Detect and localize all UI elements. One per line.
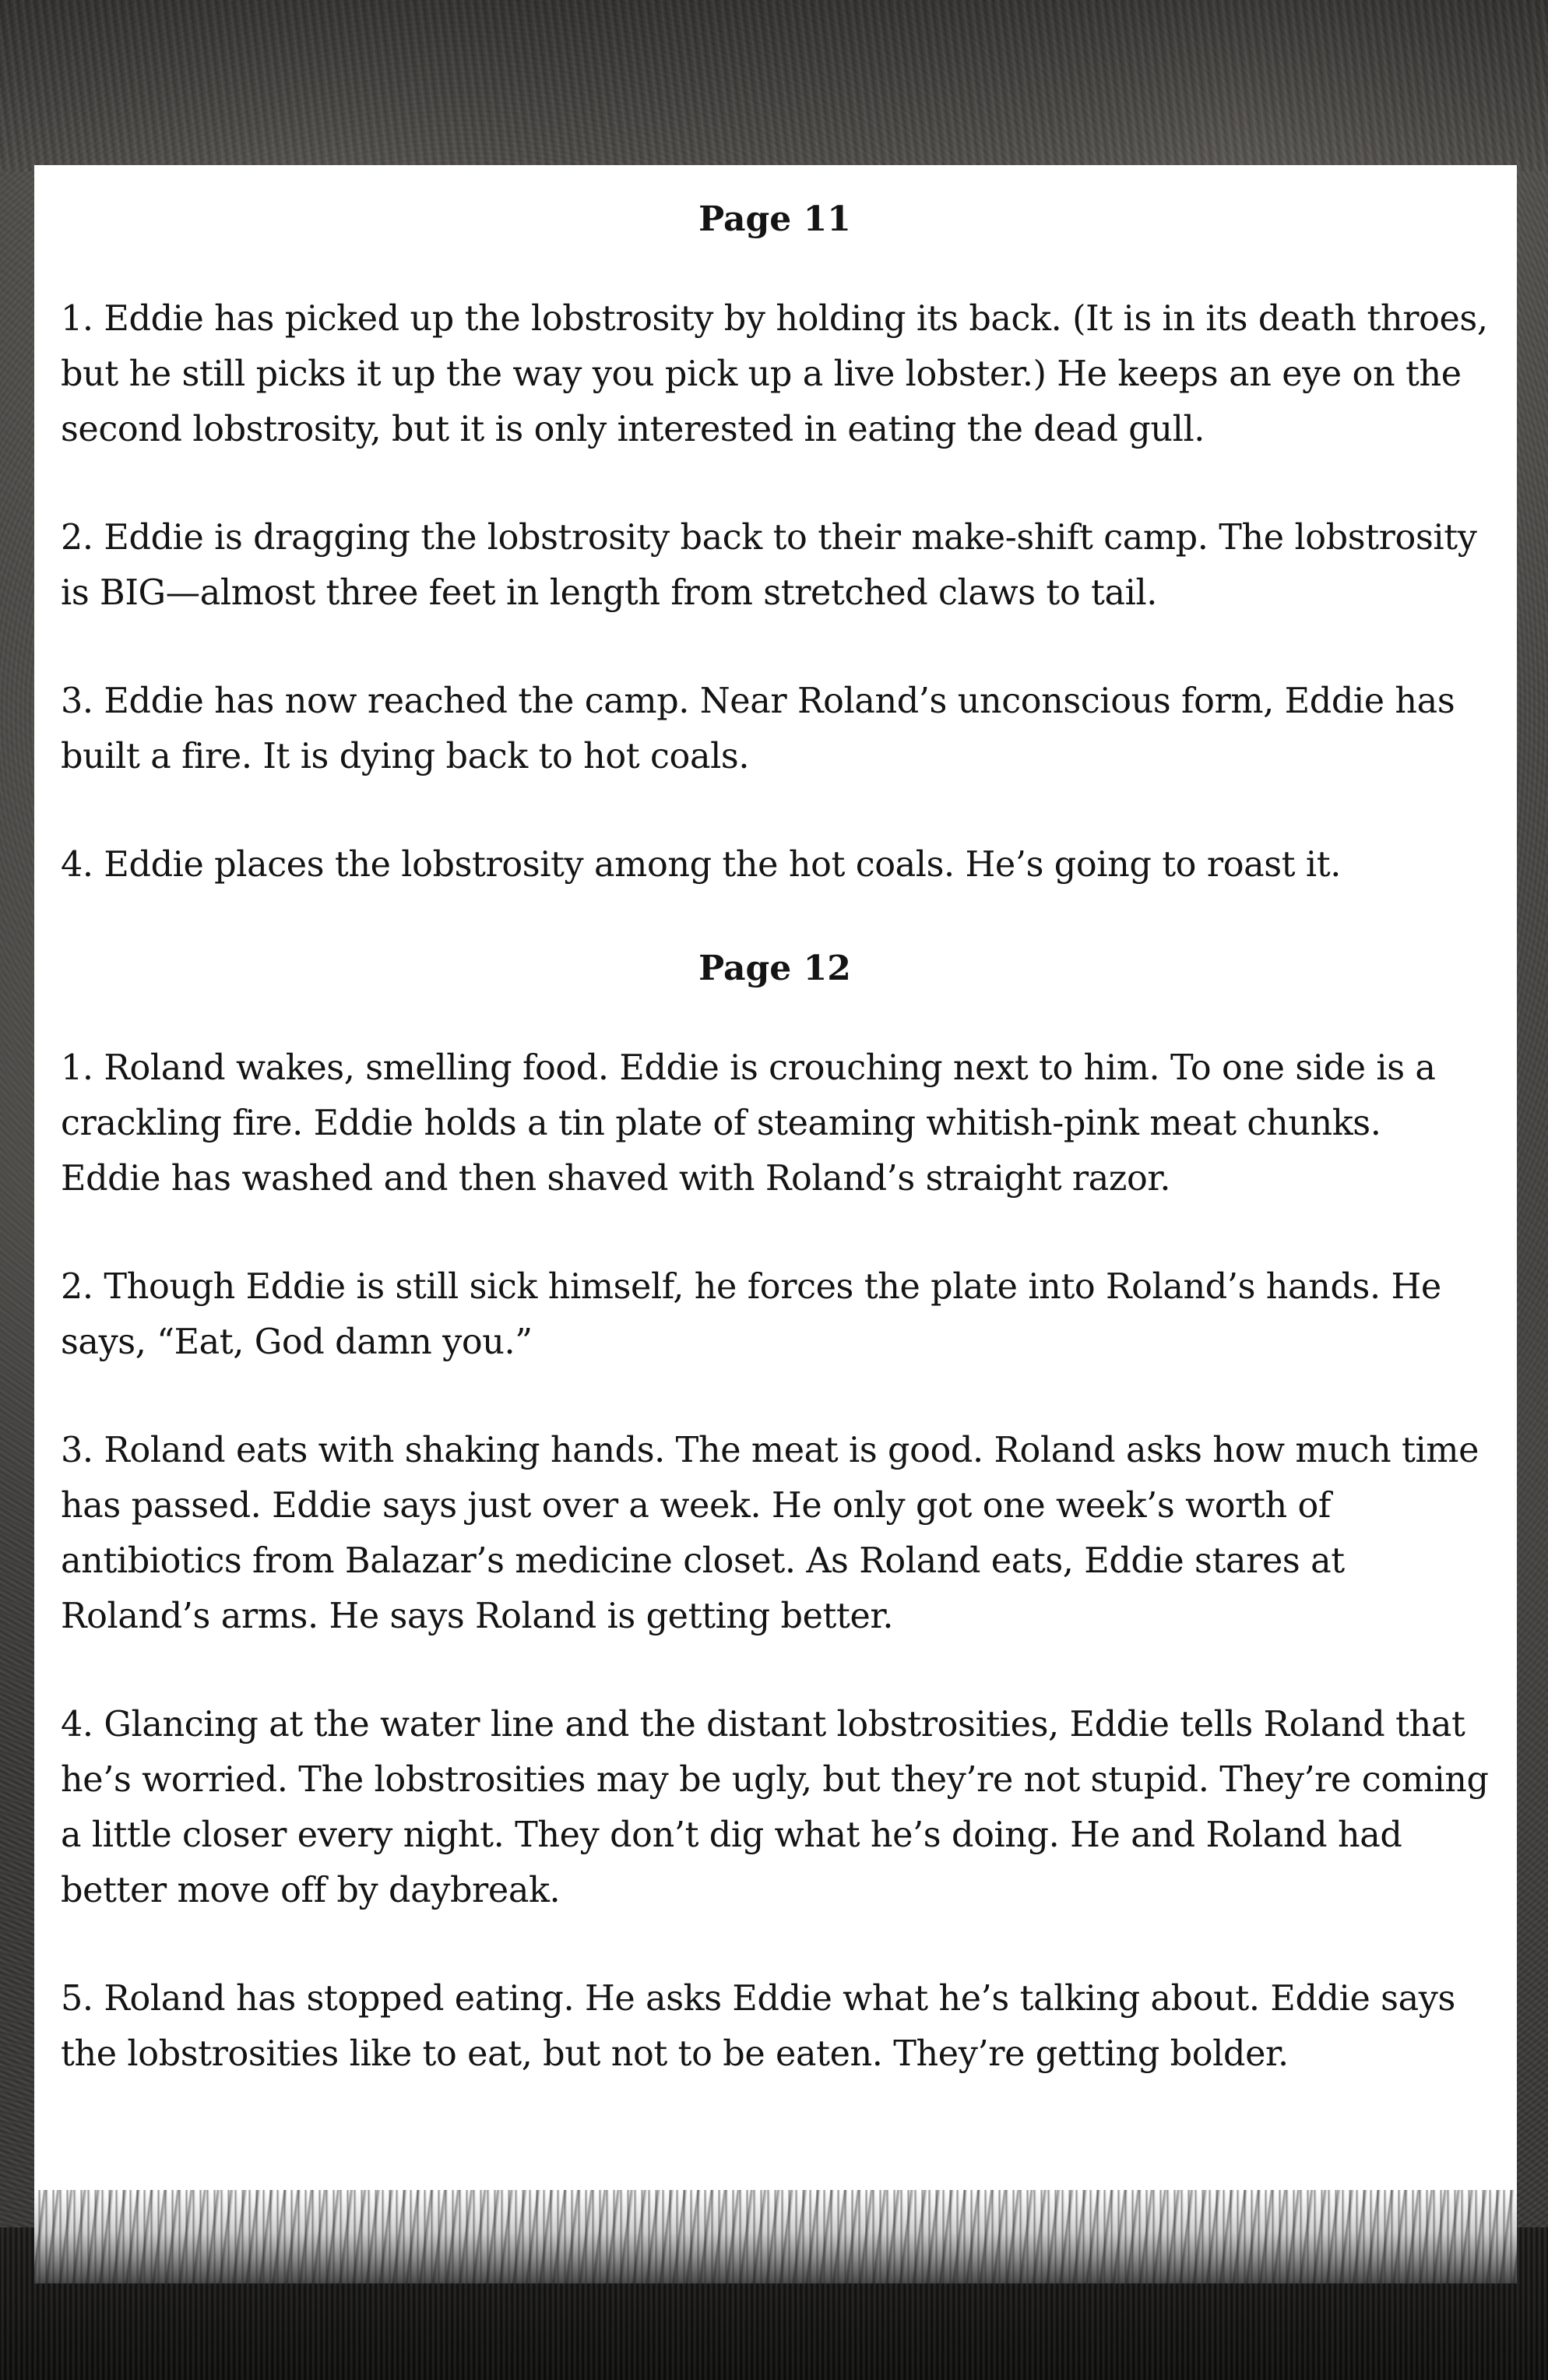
page-11-heading: Page 11 <box>698 199 851 239</box>
page-12-panel-4: 4. Glancing at the water line and the distant lobstrosities, Eddie tells Roland that he’s worried. The lobstrosities may be ugly, but they’re not stupid. They’re coming a little closer every night. They don’t dig what he’s doing. He and Roland had better move off by daybreak. <box>61 1705 1489 1910</box>
script-page-panel <box>34 165 1517 2283</box>
page-11-panel-1: 1. Eddie has picked up the lobstrosity by holding its back. (It is in its death throes, but he still picks it up the way you pick up a live lobster.) He keeps an eye on the second lobstrosity, but it is only interested in eating the dead gull. <box>61 299 1488 449</box>
page-11-panel-3: 3. Eddie has now reached the camp. Near Roland’s unconscious form, Eddie has built a fire. It is dying back to hot coals. <box>61 681 1455 776</box>
page-11-panel-2: 2. Eddie is dragging the lobstrosity back to their make-shift camp. The lobstrosity is BIG—almost three feet in length from stretched claws to tail. <box>61 518 1477 613</box>
page-12-panel-1: 1. Roland wakes, smelling food. Eddie is crouching next to him. To one side is a crackling fire. Eddie holds a tin plate of steaming whitish-pink meat chunks. Eddie has washed and then shaved with Roland’s straight razor. <box>61 1048 1436 1199</box>
stone-texture-top <box>0 0 1548 171</box>
page-12-panel-5: 5. Roland has stopped eating. He asks Eddie what he’s talking about. Eddie says the lobstrosities like to eat, but not to be eaten. They’re getting bolder. <box>61 1979 1455 2074</box>
page-12-panel-2: 2. Though Eddie is still sick himself, he forces the plate into Roland’s hands. He says, “Eat, God damn you.” <box>61 1267 1441 1362</box>
page-12-panel-3: 3. Roland eats with shaking hands. The meat is good. Roland asks how much time has passed. Eddie says just over a week. He only got one week’s worth of antibiotics from Balazar’s medicine closet. As Roland eats, Eddie stares at Roland’s arms. He says Roland is getting better. <box>61 1431 1479 1636</box>
torn-edge-decoration <box>34 2190 1517 2283</box>
page-12-heading: Page 12 <box>698 949 851 988</box>
page-11-panel-4: 4. Eddie places the lobstrosity among the hot coals. He’s going to roast it. <box>61 845 1341 885</box>
